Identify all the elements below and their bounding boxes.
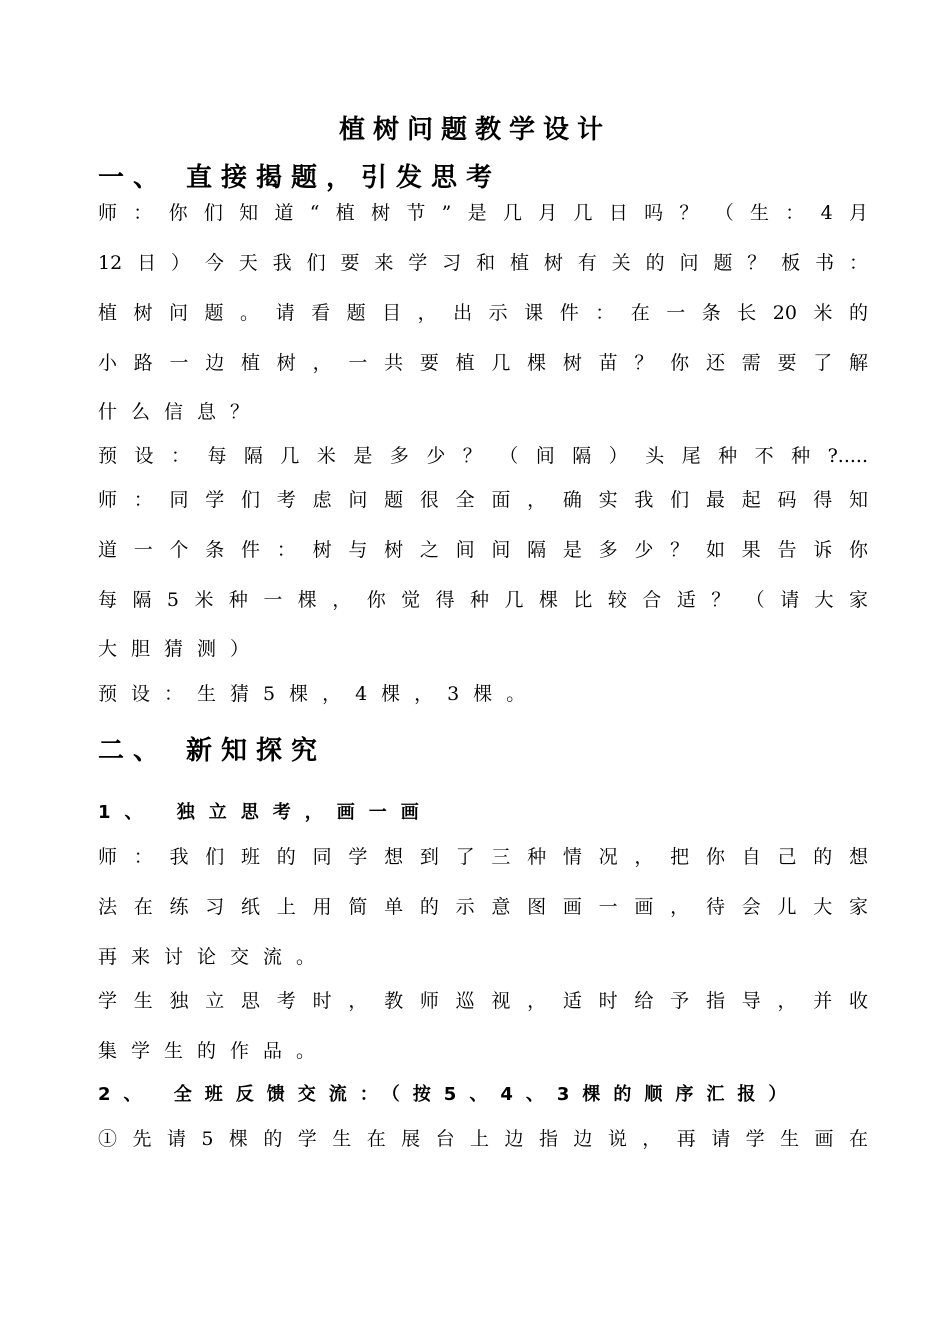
paragraph-line: 小路一边植树，一共要植几棵树苗？你还需要了解	[98, 352, 868, 374]
section-heading-1: 一、 直接揭题，引发思考	[98, 163, 502, 193]
subsection-heading-2: 2、 全班反馈交流：（按5、4、3棵的顺序汇报）	[98, 1084, 800, 1105]
document-title: 植树问题教学设计	[338, 115, 611, 145]
paragraph-line: 法在练习纸上用简单的示意图画一画，待会儿大家	[98, 896, 868, 918]
paragraph-line: 每隔5米种一棵，你觉得种几棵比较合适？（请大家	[98, 589, 868, 611]
paragraph-line: 再来讨论交流。	[98, 946, 330, 968]
section-heading-2: 二、 新知探究	[98, 736, 327, 766]
paragraph-line: 集学生的作品。	[98, 1040, 330, 1062]
paragraph-line: 大胆猜测）	[98, 638, 264, 660]
paragraph-line: 预设：每隔几米是多少？（间隔）头尾种不种?.....	[98, 445, 868, 467]
paragraph-line: 植树问题。请看题目，出示课件：在一条长20米的	[98, 302, 868, 324]
paragraph-line: 师：我们班的同学想到了三种情况，把你自己的想	[98, 846, 868, 868]
paragraph-line: ①先请5棵的学生在展台上边指边说，再请学生画在	[98, 1128, 868, 1150]
paragraph-line: 师：你们知道“植树节”是几月几日吗？（生：4月	[98, 202, 868, 224]
paragraph-line: 道一个条件：树与树之间间隔是多少？如果告诉你	[98, 539, 868, 561]
paragraph-line: 12日）今天我们要来学习和植树有关的问题？板书：	[98, 252, 868, 274]
subsection-heading-1: 1、 独立思考，画一画	[98, 802, 433, 823]
paragraph-line: 预设：生猜5棵，4棵，3棵。	[98, 683, 540, 705]
paragraph-line: 学生独立思考时，教师巡视，适时给予指导，并收	[98, 990, 868, 1012]
paragraph-line: 师：同学们考虑问题很全面，确实我们最起码得知	[98, 489, 868, 511]
paragraph-line: 什么信息？	[98, 401, 264, 423]
